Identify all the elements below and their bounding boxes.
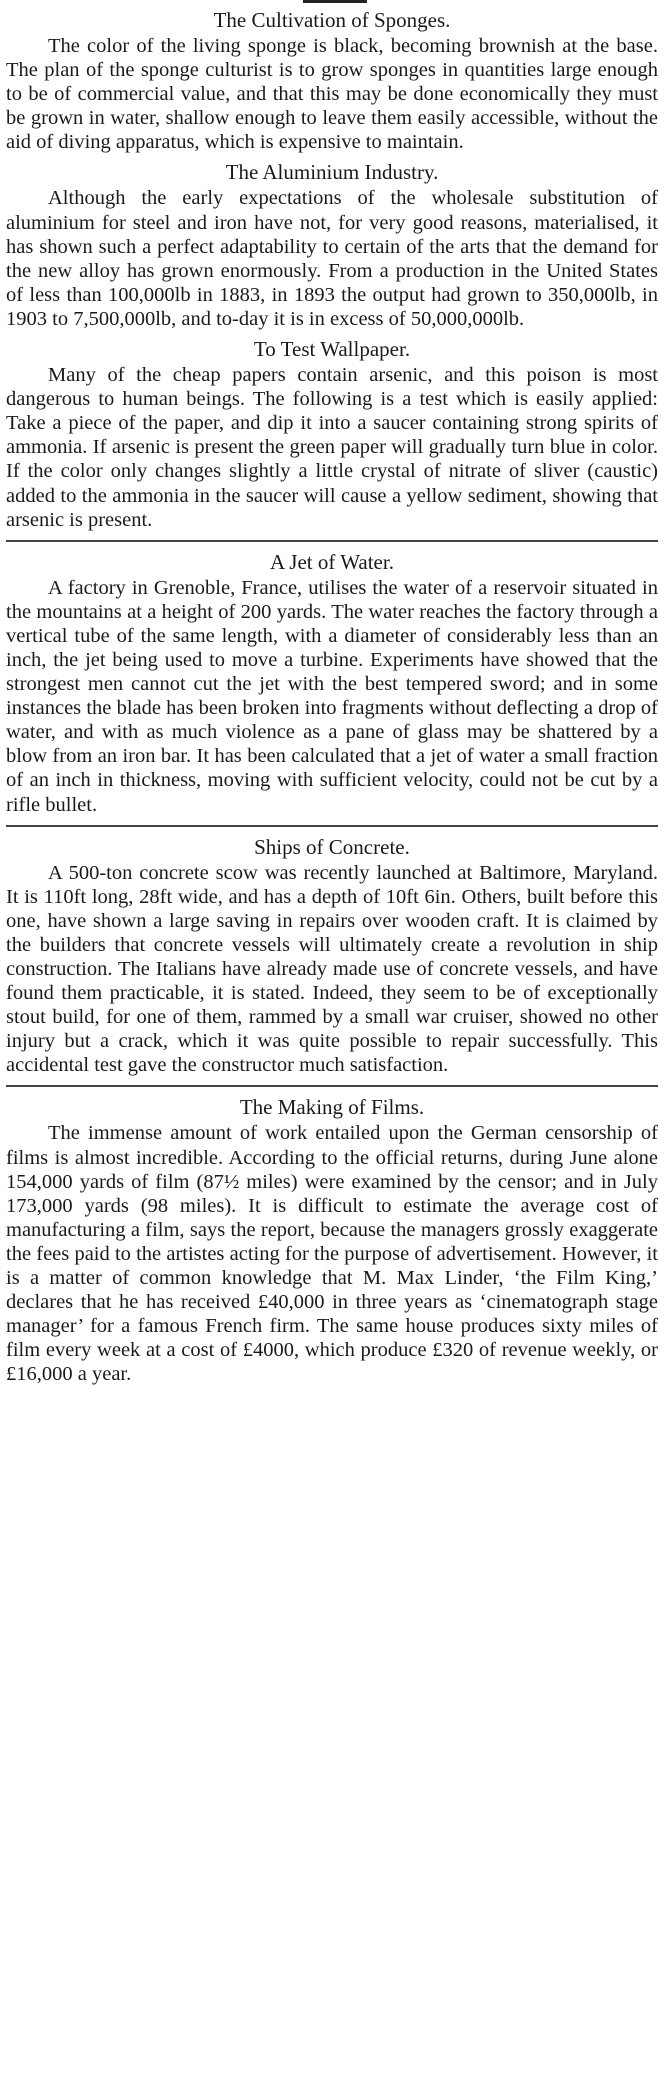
article-title: The Making of Films. [239, 1095, 425, 1120]
section-divider [6, 1085, 658, 1087]
article-sponges [6, 6, 658, 154]
article-aluminium [6, 158, 658, 331]
article-body: A 500-ton concrete scow was recently launched at Baltimore, Maryland. It is 110ft long, 28ft wide, and has a depth of 10ft 6in. Others, built before this one, have shown a large saving in repairs over wooden craft. It is claimed by the builders that concrete vessels will ultimately create a revolution in ship construction. The Italians have already made use of concrete vessels, and have found them practicable, it is stated. Indeed, they seem to be of exceptionally stout build, for one of them, rammed by a small war cruiser, showed no other injury but a crack, which it was quite possible to repair successfully. This accidental test gave the constructor much satisfaction. [6, 861, 658, 1077]
article-body: Although the early expectations of the wholesale substitution of aluminium for steel and iron have not, for very good reasons, materialised, it has shown such a perfect adaptability to certain of the arts that the demand for the new alloy has grown enormously. From a production in the United States of less than 100,000lb in 1883, in 1893 the output had grown to 350,000lb, in 1903 to 7,500,000lb, and to-day it is in excess of 50,000,000lb. [6, 187, 658, 330]
article-title: The Cultivation of Sponges. [213, 8, 451, 32]
article-title: The Aluminium Industry. [225, 160, 439, 185]
article-jet-of-water [6, 548, 658, 817]
article-title: A Jet of Water. [270, 549, 394, 574]
article-body: The immense amount of work entailed upon the German censorship of films is almost incredible. According to the official returns, during June alone 154,000 yards of film (87½ miles) were examined by the censor; and in July 173,000 yards (98 miles). It is difficult to estimate the average cost of manufacturing a film, says the report, because the managers grossly exaggerate the fees paid to the artistes acting for the purpose of advertisement. However, it is a matter of common knowledge that M. Max Linder, ‘the Film King,’ declares that he has received £40,000 in three years as ‘cinematograph stage manager’ for a famous French firm. The same house produces sixty miles of film every week at a cost of £4000, which produce £320 of revenue weekly, or £16,000 a year. [6, 1122, 658, 1386]
article-concrete-ships [6, 833, 658, 1078]
article-wallpaper [6, 335, 658, 532]
article-body: The color of the living sponge is black, becoming brownish at the base. The plan of the sponge culturist is to grow sponges in quantities large enough to be of commercial value, and that this may be done economically they must be grown in water, shallow enough to leave them easily accessible, without the aid of diving apparatus, which is expensive to maintain. [6, 35, 658, 154]
article-making-of-films [6, 1093, 658, 1386]
article-body: Many of the cheap papers contain arsenic, and this poison is most dangerous to human beings. The following is a test which is easily applied: Take a piece of the paper, and dip it into a saucer containing strong spirits of ammonia. If arsenic is present the green paper will gradually turn blue in color. If the color only changes slightly a little crystal of nitrate of sliver (caustic) added to the ammonia in the saucer will cause a yellow sediment, showing that arsenic is present. [6, 364, 658, 531]
article-title: Ships of Concrete. [254, 834, 410, 859]
top-rule [303, 0, 367, 3]
article-title: To Test Wallpaper. [253, 337, 411, 362]
section-divider [6, 825, 658, 827]
newspaper-column [6, 6, 658, 1387]
article-body: A factory in Grenoble, France, utilises the water of a reservoir situated in the mountains at a height of 200 yards. The water reaches the factory through a vertical tube of the same length, with a diameter of considerably less than an inch, the jet being used to move a turbine. Experiments have showed that the strongest men cannot cut the jet with the best tempered sword; and in some instances the blade has been broken into fragments without deflecting a drop of water, and with as much violence as a pane of glass may be shattered by a blow from an iron bar. It has been calculated that a jet of water a small fraction of an inch in thickness, moving with sufficient velocity, could not be cut by a rifle bullet. [6, 576, 658, 816]
section-divider [6, 540, 658, 542]
